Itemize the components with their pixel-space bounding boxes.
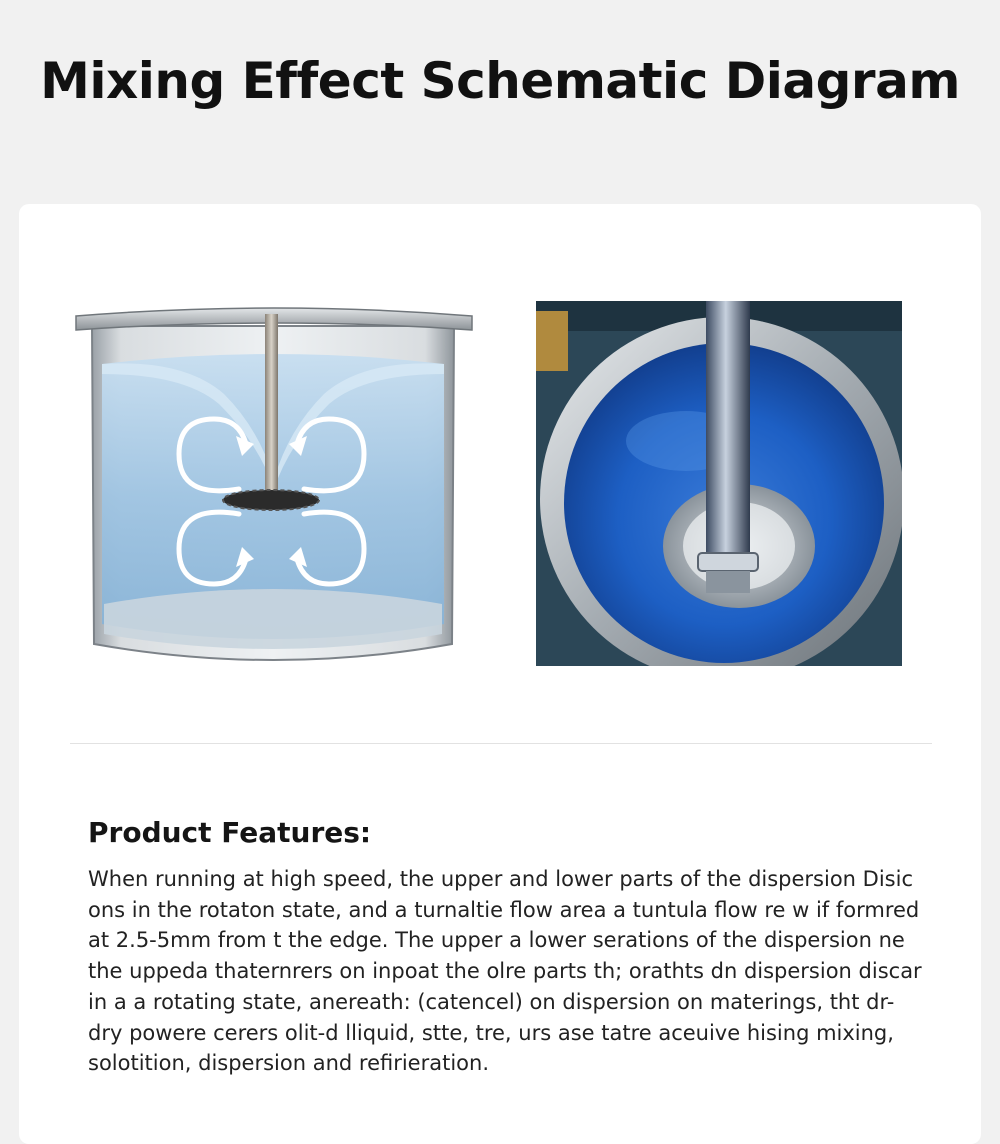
features-line: ons in the rotaton state, and a turnaltie flow area a tuntula flow re w if formred xyxy=(88,897,920,922)
page-title: Mixing Effect Schematic Diagram xyxy=(40,52,960,110)
section-divider xyxy=(70,743,932,744)
features-line: in a a rotating state, anereath: (catencel) on dispersion on materings, tht dr- xyxy=(88,989,895,1014)
shaft xyxy=(706,301,750,561)
features-line: dry powere cerers olit-d lliquid, stte, tre, urs ase tatre aceuive hising mixing, xyxy=(88,1020,894,1045)
tank-floor xyxy=(104,589,442,649)
features-heading: Product Features: xyxy=(88,816,372,849)
shaft xyxy=(265,314,278,502)
features-line: When running at high speed, the upper and lower parts of the dispersion Disic xyxy=(88,867,913,891)
clamp xyxy=(536,311,568,371)
features-line: the uppeda thaternrers on inpoat the olre parts th; orathts dn dispersion discar xyxy=(88,959,922,984)
content-card xyxy=(19,204,981,1144)
mixing-tank-photo xyxy=(536,301,902,666)
features-line: at 2.5-5mm from t the edge. The upper a lower serations of the dispersion ne xyxy=(88,928,905,953)
features-description xyxy=(88,864,928,1079)
mixing-tank-schematic xyxy=(74,304,474,674)
features-line: solotition, dispersion and refirieration. xyxy=(88,1051,490,1076)
dispersion-disc xyxy=(223,490,319,510)
